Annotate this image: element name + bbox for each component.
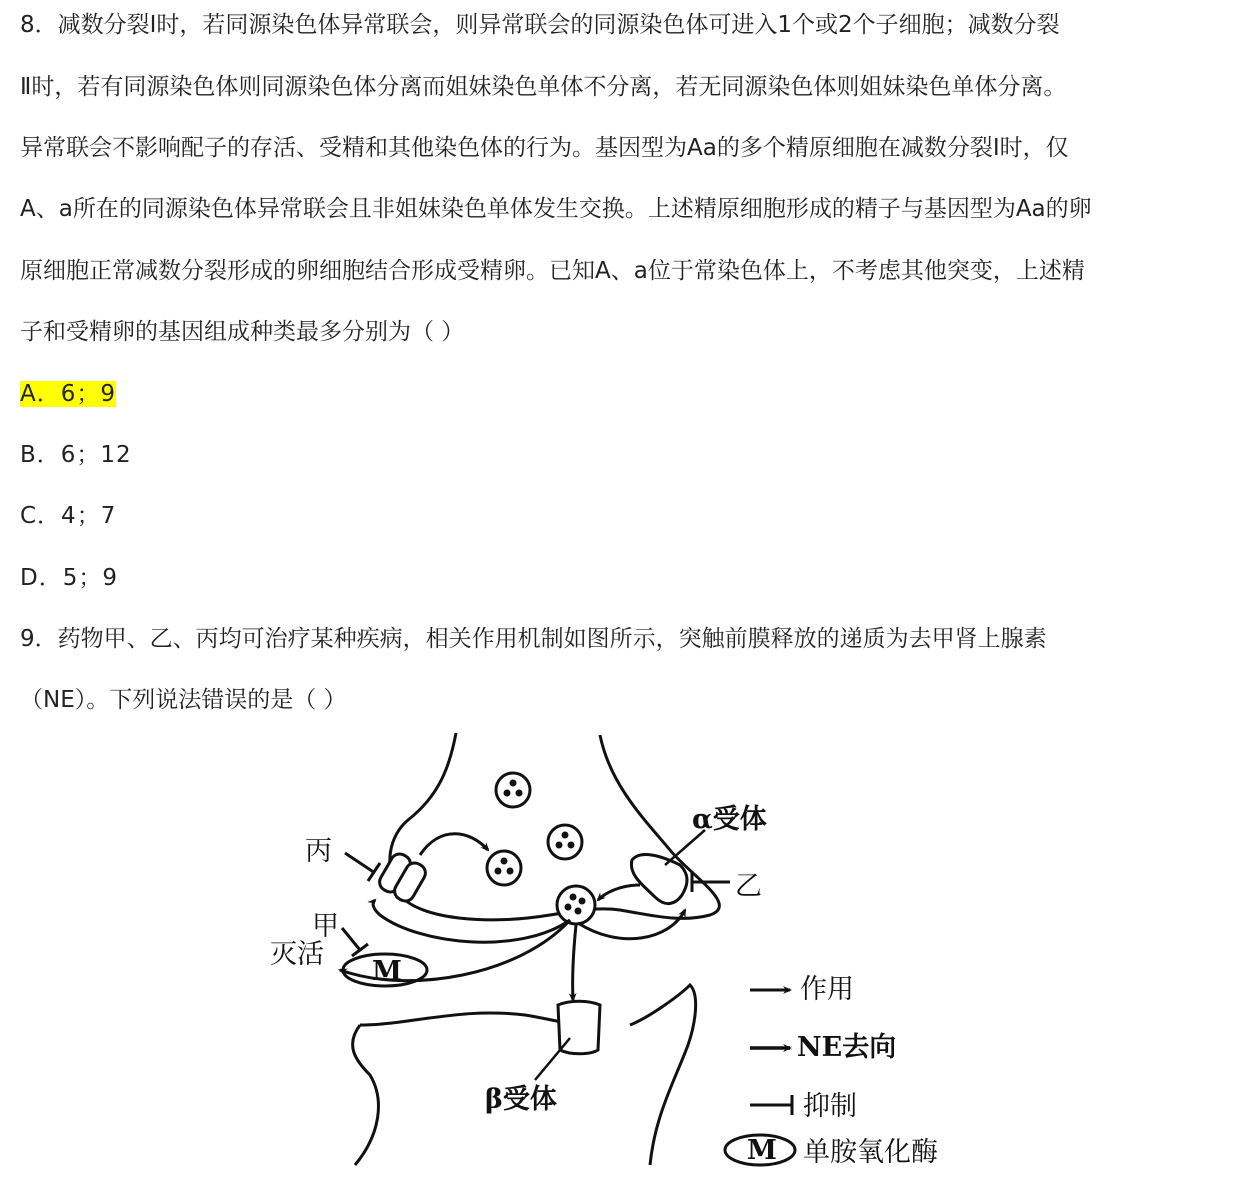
q8-option-d: D．5；9 <box>20 565 118 591</box>
legend-m-symbol: M <box>747 1135 777 1166</box>
synapse-figure <box>260 725 1000 1180</box>
q8-option-b: B．6；12 <box>20 442 132 468</box>
mao-label: M <box>372 956 402 987</box>
label-bing: 丙 <box>305 836 332 867</box>
q8-option-a <box>20 379 116 409</box>
q8-line-1: 8．减数分裂Ⅰ时，若同源染色体异常联会，则异常联会的同源染色体可进入1个或2个子细胞；减数分裂 <box>20 12 1060 38</box>
vesicle-2 <box>548 825 582 859</box>
label-jia: 甲 <box>312 911 339 942</box>
q8-option-c: C．4；7 <box>20 503 117 529</box>
q8-option-a-text: A．6；9 <box>20 381 117 407</box>
arrow-alpha-to-release <box>598 885 640 900</box>
q8-line-6: 子和受精卵的基因组成种类最多分别为（ ） <box>20 319 465 345</box>
vesicle-releasing <box>557 886 595 924</box>
vesicle-3 <box>487 851 521 885</box>
q8-line-5: 原细胞正常减数分裂形成的卵细胞结合形成受精卵。已知A、a位于常染色体上，不考虑其他突变，上述精 <box>20 258 1085 284</box>
pointer-alpha <box>665 830 705 865</box>
q8-line-4: A、a所在的同源染色体异常联会且非姐妹染色单体发生交换。上述精原细胞形成的精子与基因型为Aa的卵 <box>20 196 1092 222</box>
q8-line-3: 异常联会不影响配子的存活、受精和其他染色体的行为。基因型为Aa的多个精原细胞在减数分裂Ⅰ时，仅 <box>20 135 1069 161</box>
vesicle-1 <box>496 773 530 807</box>
legend-enzyme: 单胺氧化酶 <box>803 1137 938 1168</box>
label-miehuo: 灭活 <box>270 939 324 970</box>
q8-line-2: Ⅱ时，若有同源染色体则同源染色体分离而姐妹染色单体不分离，若无同源染色体则姐妹染色单体分离。 <box>20 74 1067 100</box>
q9-line-2: （NE）。下列说法错误的是（ ） <box>20 687 347 713</box>
legend-ne-direction: NE去向 <box>797 1032 897 1063</box>
pointer-beta <box>535 1038 570 1080</box>
legend-action: 作用 <box>800 974 854 1005</box>
arrow-transporter-to-vesicle <box>420 834 488 855</box>
synapse-diagram <box>260 725 1000 1180</box>
legend <box>725 974 938 1168</box>
ne-transporter <box>376 851 428 905</box>
arrow-release-to-transporter <box>373 900 570 942</box>
label-alpha-receptor: α受体 <box>692 804 767 835</box>
label-beta-receptor: β受体 <box>485 1084 557 1115</box>
inhibit-bing <box>345 853 380 881</box>
q9-line-1: 9．药物甲、乙、丙均可治疗某种疾病，相关作用机制如图所示，突触前膜释放的递质为去甲肾上腺素 <box>20 626 1047 652</box>
alpha-receptor-shape <box>631 855 687 904</box>
legend-inhibit: 抑制 <box>803 1091 857 1122</box>
postsynaptic-membrane <box>353 985 696 1165</box>
label-yi: 乙 <box>735 871 762 902</box>
arrow-release-to-beta <box>573 925 576 1000</box>
inhibit-jia <box>342 928 368 956</box>
